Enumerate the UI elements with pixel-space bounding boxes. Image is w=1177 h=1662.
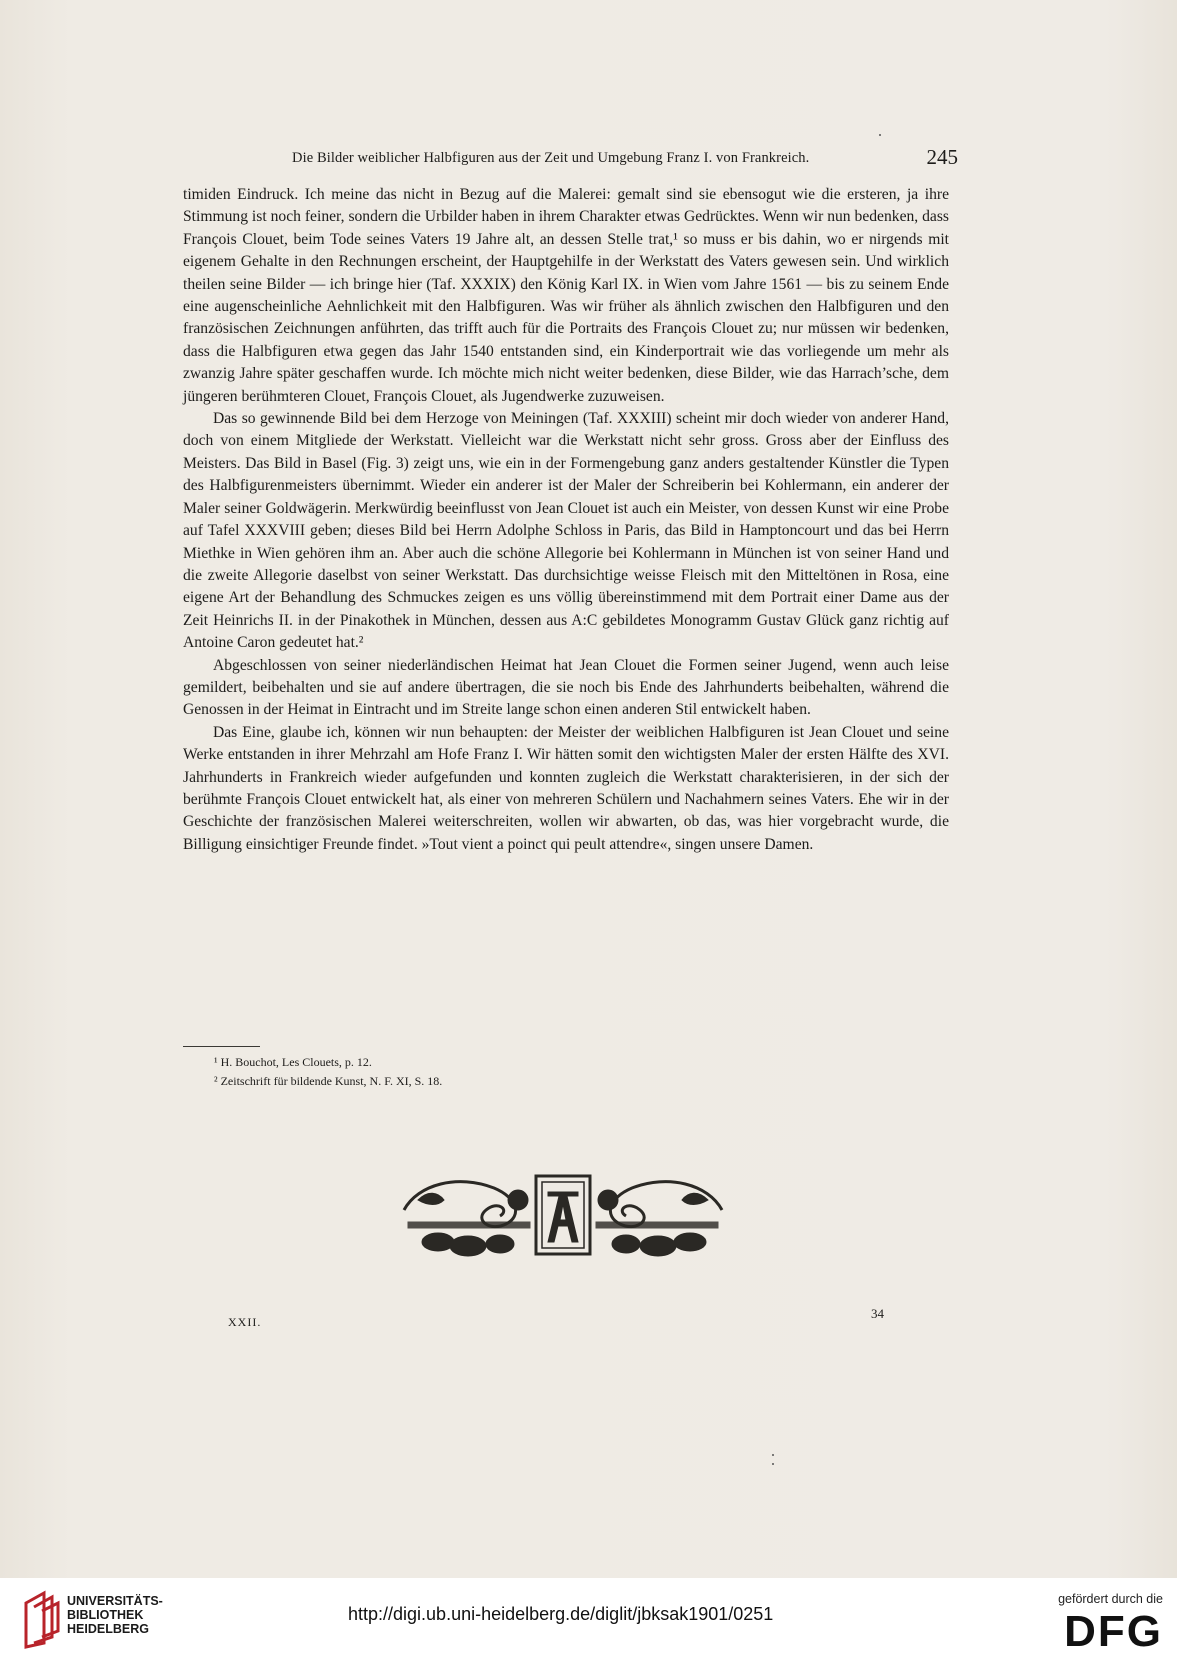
footnote-rule xyxy=(183,1046,260,1047)
funded-by-label: gefördert durch die xyxy=(1058,1592,1163,1606)
speck xyxy=(772,1454,774,1456)
library-name-line: HEIDELBERG xyxy=(67,1622,149,1636)
body-text xyxy=(183,184,949,856)
ornament-vignette-icon xyxy=(398,1170,728,1258)
footnotes xyxy=(214,1053,714,1091)
paragraph: Das so gewinnende Bild bei dem Herzoge von Meiningen (Taf. XXXIII) scheint mir doch wieder von anderer Hand, doch von einem Mitgliede der Werkstatt. Vielleicht war die Werkstatt nicht sehr gross. Gross aber der Einfluss des Meisters. Das Bild in Basel (Fig. 3) zeigt uns, wie ein in der Formengebung ganz anders gestaltender Künstler die Typen des Halbfigurenmeisters übernimmt. Wieder ein anderer ist der Maler der Schreiberin bei Kohlermann, ein anderer der Maler seiner Goldwägerin. Merkwürdig beeinflusst von Jean Clouet ist auch ein Meister, von dessen Kunst wir eine Probe auf Tafel XXXVIII geben; dieses Bild bei Herrn Adolphe Schloss in Paris, das Bild in Hamptoncourt und das bei Herrn Miethke in Wien gehören ihm an. Aber auch die schöne Allegorie bei Kohlermann in München ist von seiner Hand und die zweite Allegorie daselbst von seiner Werkstatt. Das durchsichtige weisse Fleisch mit den Mitteltönen in Rosa, eine eigene Art der Behandlung des Schmuckes zeigen es uns völlig übereinstimmend mit dem Portrait einer Dame aus der Zeit Heinrichs II. in der Pinakothek in München, dessen aus A:C gebildetes Monogramm Gustav Glück ganz richtig auf Antoine Caron gedeutet hat.² xyxy=(183,410,949,652)
speck xyxy=(879,134,881,136)
library-logo-icon[interactable] xyxy=(22,1587,60,1649)
viewer-footer xyxy=(0,1578,1177,1662)
page-number: 245 xyxy=(926,145,958,169)
dfg-logo[interactable]: DFG xyxy=(1064,1607,1163,1656)
permalink-url[interactable]: http://digi.ub.uni-heidelberg.de/diglit/jbksak1901/0251 xyxy=(348,1604,774,1624)
speck xyxy=(772,1463,774,1465)
footnote: ¹ H. Bouchot, Les Clouets, p. 12. xyxy=(214,1055,372,1069)
running-title: Die Bilder weiblicher Halbfiguren aus der Zeit und Umgebung Franz I. von Frankreich. xyxy=(292,150,810,166)
paragraph: Das Eine, glaube ich, können wir nun behaupten: der Meister der weiblichen Halbfiguren ist Jean Clouet und seine Werke entstanden in ihrer Mehrzahl am Hofe Franz I. Wir hätten somit den wichtigsten Maler der ersten Hälfte des XVI. Jahrhunderts in Frankreich wieder aufgefunden und konnten zugleich die Werkstatt charakterisieren, in der sich der berühmte François Clouet entwickelt hat, als einer von mehreren Schülern und Nachahmern seines Vaters. Ehe wir in der Geschichte der französischen Malerei weiterschreiten, wollen wir abwarten, ob das, was hier vorgebracht wurde, die Billigung einsichtiger Freunde findet. »Tout vient a poinct qui peult attendre«, singen unsere Damen. xyxy=(183,723,949,853)
sheet-number: 34 xyxy=(871,1306,884,1321)
page-header xyxy=(183,147,958,175)
signature-mark: XXII. xyxy=(228,1315,262,1329)
library-name-line: UNIVERSITÄTS- xyxy=(67,1594,163,1608)
library-name[interactable] xyxy=(67,1594,163,1636)
paragraph: timiden Eindruck. Ich meine das nicht in Bezug auf die Malerei: gemalt sind sie ebensogut wie die ersteren, ja ihre Stimmung ist noch feiner, sondern die Urbilder haben in ihrem Charakter etwas Gedrücktes. Wenn wir nun bedenken, dass François Clouet, beim Tode seines Vaters 19 Jahre alt, an dessen Stelle trat,¹ so muss er bis dahin, wo er nirgends mit eigenem Gehalte in den Rechnungen erscheint, der Hauptgehilfe in der Werkstatt des Vaters gewesen sein. Und wirklich theilen seine Bilder — ich bringe hier (Taf. XXXIX) den König Karl IX. in Wien vom Jahre 1561 — bis zu seinem Ende eine augenscheinliche Aehnlichkeit mit den Halbfiguren. Was wir früher als ähnlich zwischen den Halbfiguren und den französischen Zeichnungen anführten, das trifft auch für die Portraits des François Clouet zu; nur müssen wir bedenken, dass die Halbfiguren etwa gegen das Jahr 1540 entstanden sind, ein Kinderportrait wie das vorliegende um mehr als zwanzig Jahre später geschaffen wurde. Ich möchte mich nicht weiter bedenken, diese Bilder, wie das Harrach’sche, dem jüngeren berühmteren Clouet, François Clouet, als Jugendwerke zuzuweisen. xyxy=(183,186,949,405)
library-name-line: BIBLIOTHEK xyxy=(67,1608,144,1622)
paragraph: Abgeschlossen von seiner niederländischen Heimat hat Jean Clouet die Formen seiner Jugend, wenn auch leise gemildert, beibehalten und sie auf andere übertragen, die sie noch bis Ende des Jahrhunderts beibehalten, während die Genossen in der Heimat in Eintracht und im Streite lange schon einen anderen Stil entwickelt haben. xyxy=(183,656,949,719)
footnote: ² Zeitschrift für bildende Kunst, N. F. XI, S. 18. xyxy=(214,1074,443,1088)
